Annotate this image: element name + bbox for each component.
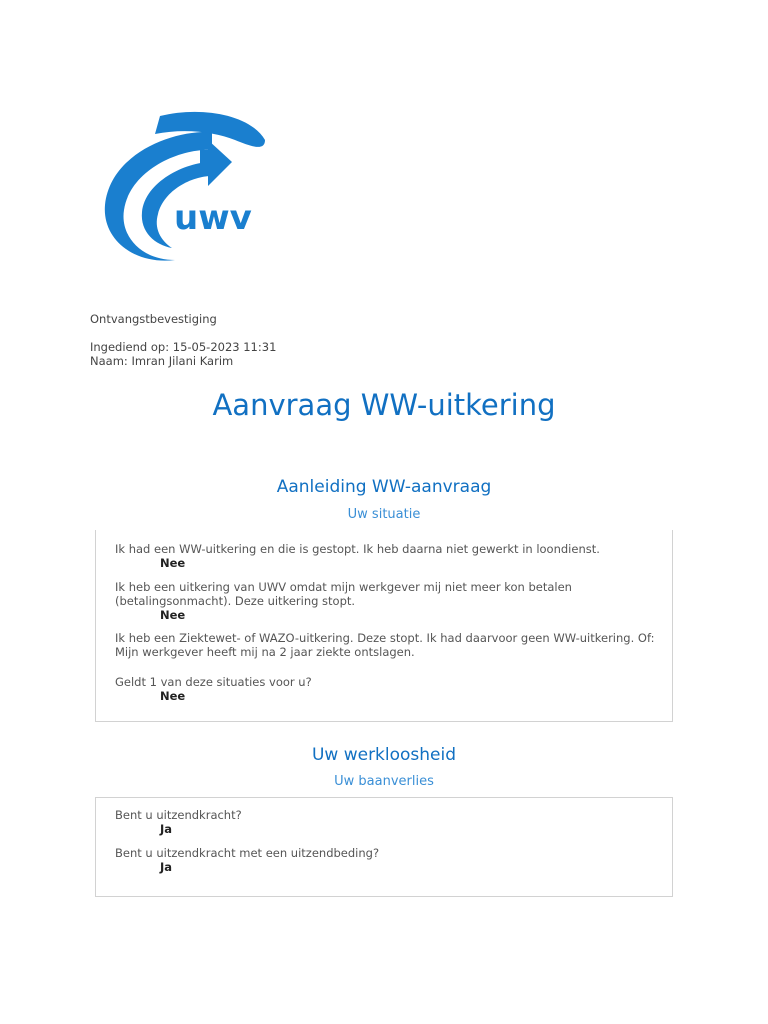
situatie-panel [95,530,673,722]
qa-item [115,631,660,659]
section-subtitle-baanverlies: Uw baanverlies [334,774,434,789]
qa-item [115,846,660,874]
question-text: Ik had een WW-uitkering en die is gestopt. Ik heb daarna niet gewerkt in loondienst. [115,542,600,556]
qa-item [115,808,660,836]
question-text: Ik heb een uitkering van UWV omdat mijn werkgever mij niet meer kon betalen (betalingsonmacht). Deze uitkering stopt. [115,580,572,608]
question-text: Bent u uitzendkracht met een uitzendbeding? [115,846,380,860]
uwv-logo-mark [100,110,270,265]
section-subtitle-situatie: Uw situatie [347,507,421,522]
answer-text: Nee [160,689,186,703]
answer-text: Nee [160,608,186,622]
question-text: Ik heb een Ziektewet- of WAZO-uitkering. Deze stopt. Ik had daarvoor geen WW-uitkering. Of: Mijn werkgever heeft mij na 2 jaar ziekte ontslagen. [115,631,655,659]
submitted-line [90,340,276,354]
question-text: Geldt 1 van deze situaties voor u? [115,675,312,689]
name-label: Naam: [90,354,128,368]
qa-item [115,580,660,622]
name-value: Imran Jilani Karim [131,354,234,368]
baanverlies-panel [95,797,673,897]
uwv-logo [100,110,270,265]
submitted-value: 15-05-2023 11:31 [172,340,277,354]
answer-text: Nee [160,556,186,570]
question-text: Bent u uitzendkracht? [115,808,242,822]
section-title-werkloosheid: Uw werkloosheid [311,745,457,765]
qa-item [115,675,660,703]
name-line [90,354,233,368]
answer-text: Ja [160,822,173,836]
answer-text: Ja [160,860,173,874]
page-title: Aanvraag WW-uitkering [212,388,556,422]
submitted-label: Ingediend op: [90,340,170,354]
doc-type: Ontvangstbevestiging [90,312,217,326]
logo-wordmark: uwv [174,198,252,238]
section-title-aanleiding: Aanleiding WW-aanvraag [276,477,492,497]
qa-item [115,542,660,570]
